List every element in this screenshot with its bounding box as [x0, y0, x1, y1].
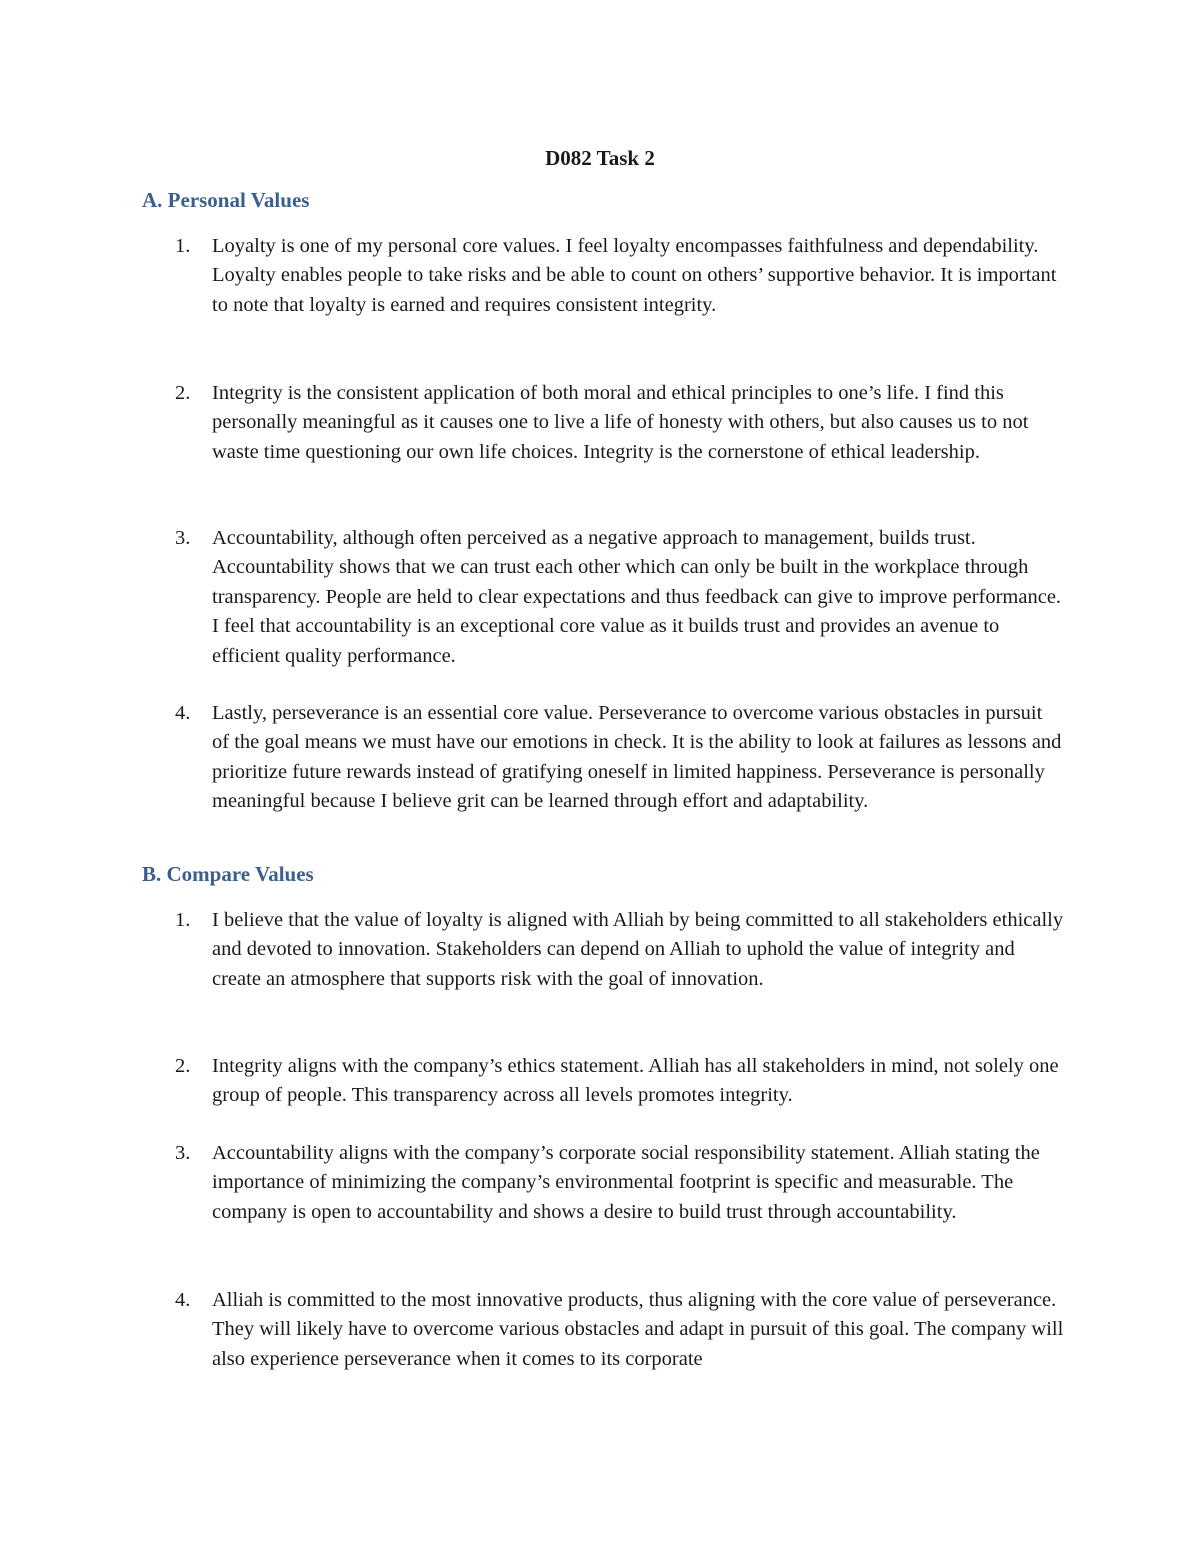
list-item-text: Alliah is committed to the most innovative products, thus aligning with the core value of perseverance. They will likely have to overcome various obstacles and adapt in pursuit of this goal. The company will also experience perseverance when it comes to its corporate — [212, 1289, 1064, 1370]
list-item-text: Accountability aligns with the company’s corporate social responsibility statement. Alliah stating the importance of minimizing the company’s environmental footprint is specific and measurable. The company is open to accountability and shows a desire to build trust through accountability. — [212, 1142, 1040, 1223]
list-item-text: Integrity aligns with the company’s ethics statement. Alliah has all stakeholders in mind, not solely one group of people. This transparency across all levels promotes integrity. — [212, 1055, 1059, 1107]
list-item-number: 1. — [175, 909, 191, 931]
list-item-number: 2. — [175, 1055, 191, 1077]
section-heading-personal-values: A. Personal Values — [142, 188, 310, 212]
list-item-number: 4. — [175, 1289, 191, 1311]
list-item-text: Lastly, perseverance is an essential core value. Perseverance to overcome various obstacles in pursuit of the goal means we must have our emotions in check. It is the ability to look at failures as lessons and prioritize future rewards instead of gratifying oneself in limited happiness. Perseverance is personally meaningful because I believe grit can be learned through effort and adaptability. — [212, 702, 1062, 813]
list-item-text: I believe that the value of loyalty is aligned with Alliah by being committed to all stakeholders ethically and devoted to innovation. Stakeholders can depend on Alliah to uphold the value of integrity and create an atmosphere that supports risk with the goal of innovation. — [212, 909, 1064, 990]
list-item-text: Accountability, although often perceived as a negative approach to management, builds trust. Accountability shows that we can trust each other which can only be built in the workplace through transparency. People are held to clear expectations and thus feedback can give to improve performance. I feel that accountability is an exceptional core value as it builds trust and provides an avenue to efficient quality performance. — [212, 527, 1062, 667]
list-item-number: 2. — [175, 382, 191, 404]
list-item-number: 1. — [175, 235, 191, 257]
list-item-number: 3. — [175, 527, 191, 549]
section-heading-compare-values: B. Compare Values — [142, 862, 314, 886]
list-item-text: Integrity is the consistent application of both moral and ethical principles to one’s life. I find this personally meaningful as it causes one to live a life of honesty with others, but also causes us to not waste time questioning our own life choices. Integrity is the cornerstone of ethical leadership. — [212, 382, 1029, 463]
list-item-number: 3. — [175, 1142, 191, 1164]
list-item-number: 4. — [175, 702, 191, 724]
list-item-text: Loyalty is one of my personal core values. I feel loyalty encompasses faithfulness and dependability. Loyalty enables people to take risks and be able to count on others’ supportive behavior. It is important to note that loyalty is earned and requires consistent integrity. — [212, 235, 1057, 316]
document-title: D082 Task 2 — [545, 146, 655, 170]
